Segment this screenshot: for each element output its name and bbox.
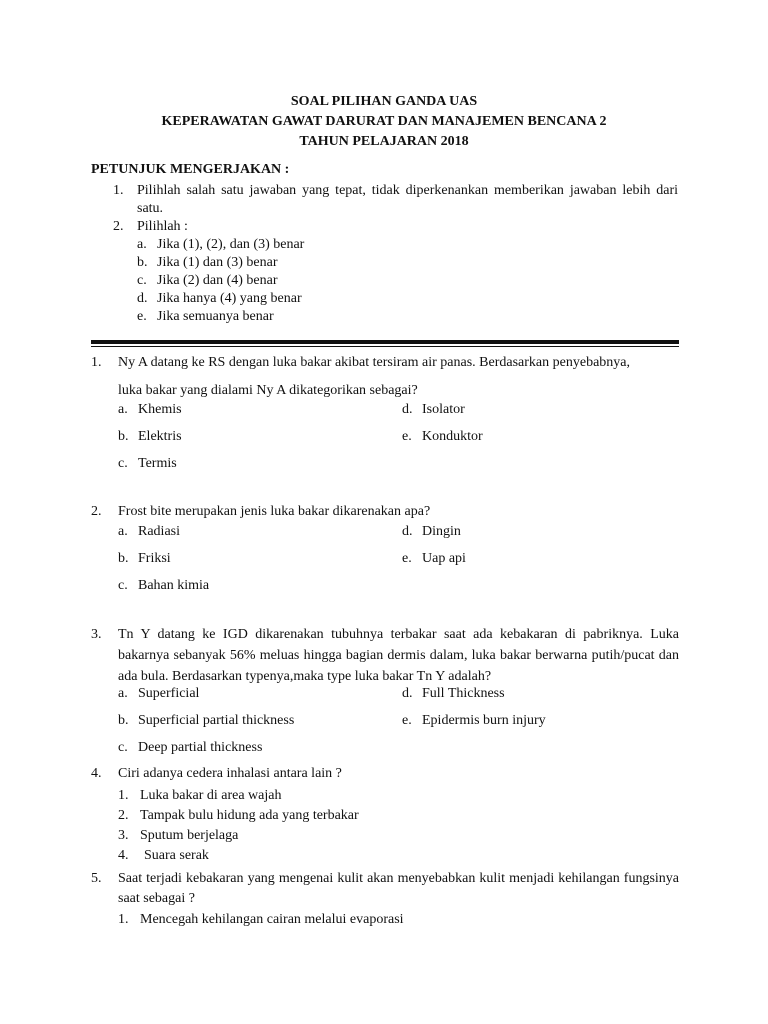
statement-text: Mencegah kehilangan cairan melalui evaporasi — [140, 912, 404, 927]
answer-key-text: Jika (1) dan (3) benar — [157, 255, 278, 270]
option-letter: a. — [118, 402, 128, 417]
option-letter: c. — [118, 578, 128, 593]
answer-key-letter: b. — [137, 255, 148, 270]
option-text: Dingin — [422, 524, 461, 539]
option-b[interactable] — [118, 713, 294, 729]
statement-text: Tampak bulu hidung ada yang terbakar — [140, 808, 359, 823]
option-text: Khemis — [138, 402, 182, 417]
answer-key-letter: a. — [137, 237, 147, 252]
header-title: SOAL PILIHAN GANDA UAS — [290, 94, 478, 109]
option-letter: b. — [118, 713, 129, 728]
answer-key-text: Jika (1), (2), dan (3) benar — [157, 237, 305, 252]
question-number: 3. — [91, 627, 102, 642]
header-year: TAHUN PELAJARAN 2018 — [299, 134, 469, 149]
option-text: Superficial — [138, 686, 200, 701]
option-letter: a. — [118, 686, 128, 701]
option-c[interactable] — [118, 740, 262, 756]
answer-key-item — [137, 254, 678, 272]
question-number: 2. — [91, 504, 102, 519]
question-text: Tn Y datang ke IGD dikarenakan tubuhnya terbakar saat ada kebakaran di pabriknya. Luka bakarnya sebanyak 56% meluas hingga bagian dermis dalam, luka bakar berwarna putih/pucat dan ada bula. Berdasarkan typenya,maka type luka bakar Tn Y adalah? — [118, 627, 679, 684]
option-d[interactable] — [402, 402, 465, 418]
option-a[interactable] — [118, 524, 180, 540]
question-4 — [91, 766, 679, 782]
option-letter: a. — [118, 524, 128, 539]
option-text: Isolator — [422, 402, 465, 417]
option-letter: b. — [118, 551, 129, 566]
question-5 — [91, 869, 679, 909]
statement-list — [118, 910, 404, 930]
option-c[interactable] — [118, 578, 209, 594]
statement-text: Luka bakar di area wajah — [140, 788, 282, 803]
instruction-number: 2. — [113, 219, 124, 234]
question-stem — [91, 869, 679, 909]
option-letter: c. — [118, 740, 128, 755]
answer-key-text: Jika (2) dan (4) benar — [157, 273, 278, 288]
option-a[interactable] — [118, 402, 182, 418]
option-c[interactable] — [118, 456, 177, 472]
question-stem — [91, 624, 679, 687]
option-a[interactable] — [118, 686, 199, 702]
section-divider-thick — [91, 340, 679, 344]
option-d[interactable] — [402, 686, 505, 702]
option-text: Superficial partial thickness — [138, 713, 295, 728]
option-e[interactable] — [402, 713, 546, 729]
option-letter: d. — [402, 524, 413, 539]
instruction-text: Pilihlah salah satu jawaban yang tepat, tidak diperkenankan memberikan jawaban lebih dari satu. — [137, 183, 678, 216]
question-3 — [91, 624, 679, 687]
option-e[interactable] — [402, 429, 483, 445]
answer-key-text: Jika hanya (4) yang benar — [157, 291, 302, 306]
option-text: Deep partial thickness — [138, 740, 263, 755]
statement-item[interactable] — [118, 910, 404, 930]
question-text: Frost bite merupakan jenis luka bakar dikarenakan apa? — [118, 504, 431, 519]
instruction-item — [113, 182, 678, 218]
statement-item[interactable] — [118, 846, 359, 866]
statement-number: 4. — [118, 848, 129, 863]
question-text-line: Ny A datang ke RS dengan luka bakar akibat tersiram air panas. Berdasarkan penyebabnya, — [118, 355, 630, 370]
answer-key-item — [137, 272, 678, 290]
answer-key-list — [137, 236, 678, 326]
option-letter: d. — [402, 686, 413, 701]
instruction-text: Pilihlah : — [137, 219, 188, 234]
instruction-item — [113, 218, 678, 236]
option-text: Termis — [138, 456, 177, 471]
question-number: 5. — [91, 871, 102, 886]
question-text: Saat terjadi kebakaran yang mengenai kulit akan menyebabkan kulit menjadi kehilangan fungsinya saat sebagai ? — [118, 871, 679, 906]
answer-key-letter: c. — [137, 273, 147, 288]
statement-list — [118, 786, 359, 866]
section-divider-thin — [91, 346, 679, 347]
option-b[interactable] — [118, 551, 171, 567]
option-letter: e. — [402, 713, 412, 728]
header-subject: KEPERAWATAN GAWAT DARURAT DAN MANAJEMEN BENCANA 2 — [161, 114, 607, 129]
answer-key-letter: e. — [137, 309, 147, 324]
instruction-number: 1. — [113, 183, 124, 198]
question-stem — [91, 504, 679, 520]
statement-text: Sputum berjelaga — [140, 828, 239, 843]
option-d[interactable] — [402, 524, 461, 540]
question-number: 4. — [91, 766, 102, 781]
question-stem — [91, 349, 679, 405]
answer-key-item — [137, 236, 678, 254]
question-2 — [91, 504, 679, 520]
question-stem — [91, 766, 679, 782]
instructions-list — [113, 182, 678, 326]
option-letter: b. — [118, 429, 129, 444]
option-text: Elektris — [138, 429, 182, 444]
option-text: Konduktor — [422, 429, 483, 444]
question-1 — [91, 349, 679, 405]
answer-key-letter: d. — [137, 291, 148, 306]
option-text: Uap api — [422, 551, 466, 566]
option-text: Friksi — [138, 551, 171, 566]
document-header — [0, 92, 768, 152]
statement-item[interactable] — [118, 826, 359, 846]
option-text: Epidermis burn injury — [422, 713, 546, 728]
statement-item[interactable] — [118, 806, 359, 826]
answer-key-text: Jika semuanya benar — [157, 309, 274, 324]
answer-key-item — [137, 308, 678, 326]
instructions-title: PETUNJUK MENGERJAKAN : — [91, 162, 290, 177]
option-b[interactable] — [118, 429, 182, 445]
question-text-line: luka bakar yang dialami Ny A dikategorikan sebagai? — [118, 383, 418, 398]
statement-number: 2. — [118, 808, 129, 823]
option-e[interactable] — [402, 551, 466, 567]
option-text: Full Thickness — [422, 686, 505, 701]
option-letter: d. — [402, 402, 413, 417]
option-text: Radiasi — [138, 524, 180, 539]
statement-number: 3. — [118, 828, 129, 843]
statement-item[interactable] — [118, 786, 359, 806]
option-letter: e. — [402, 551, 412, 566]
option-text: Bahan kimia — [138, 578, 210, 593]
statement-number: 1. — [118, 788, 129, 803]
answer-key-item — [137, 290, 678, 308]
option-letter: c. — [118, 456, 128, 471]
statement-number: 1. — [118, 912, 129, 927]
question-text: Ciri adanya cedera inhalasi antara lain ? — [118, 766, 342, 781]
question-number: 1. — [91, 355, 102, 370]
option-letter: e. — [402, 429, 412, 444]
statement-text: Suara serak — [144, 848, 209, 863]
